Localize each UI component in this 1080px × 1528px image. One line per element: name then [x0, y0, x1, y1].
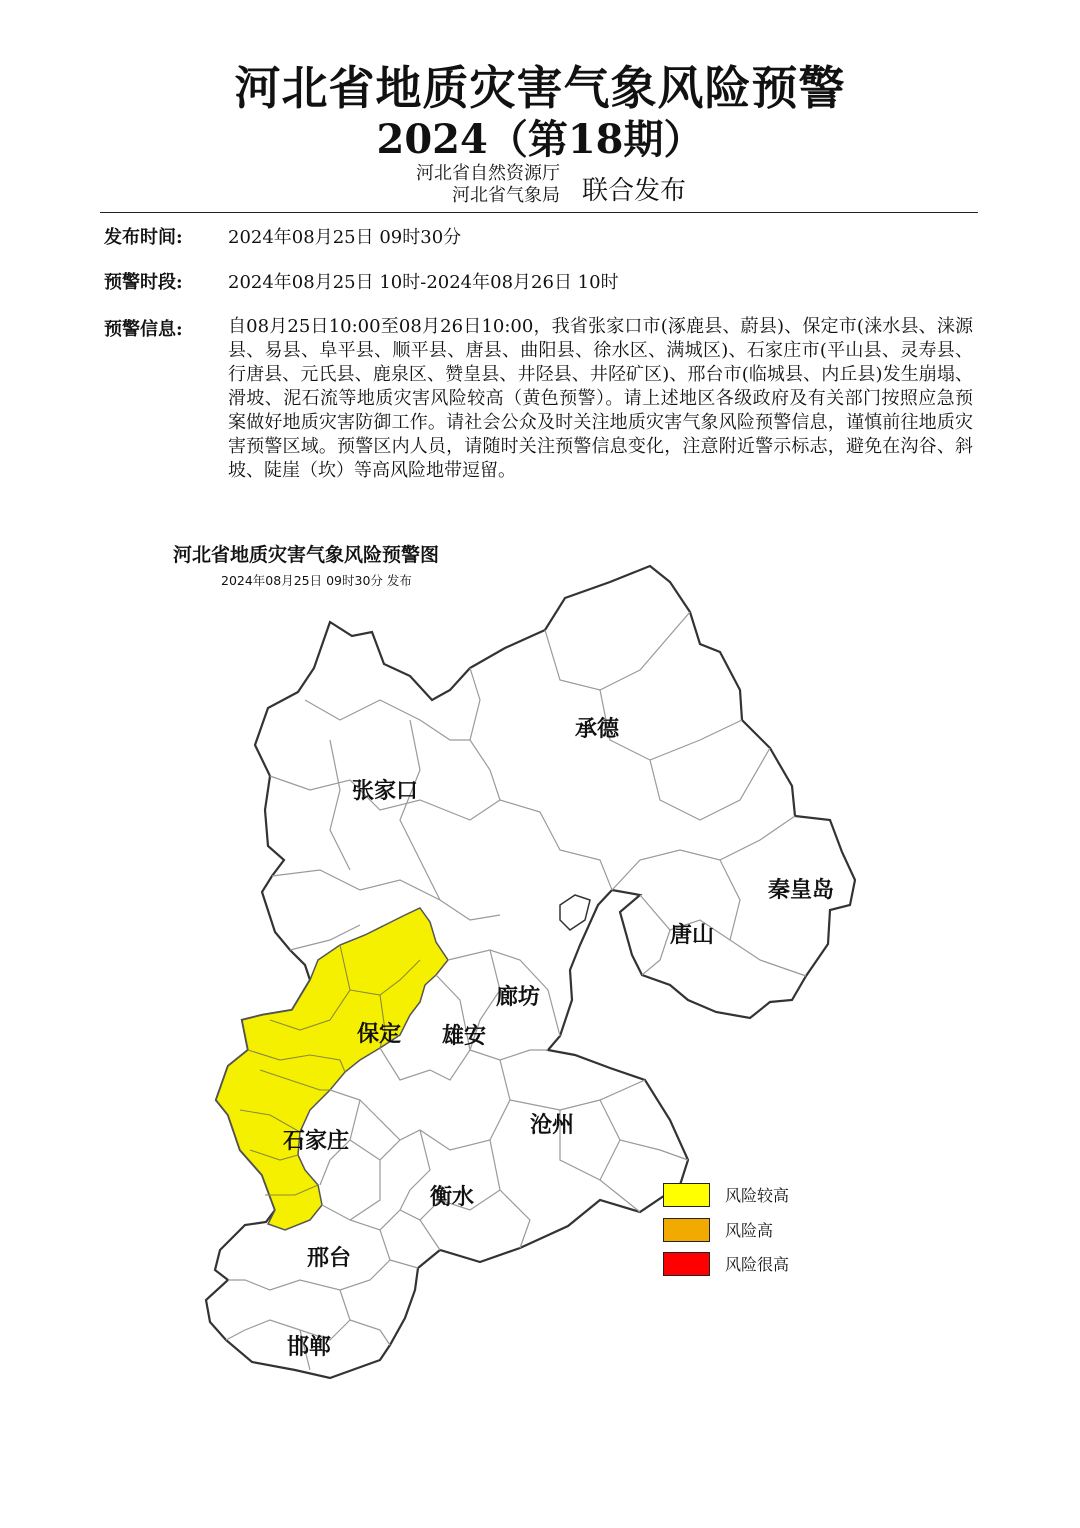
- city-shijiazhuang: 石家庄: [283, 1128, 350, 1154]
- issuer-1: 河北省自然资源厅: [416, 163, 560, 184]
- legend-label-high: 风险高: [725, 1221, 774, 1240]
- warning-info-label: 预警信息:: [104, 319, 183, 340]
- city-chengde: 承德: [575, 716, 620, 742]
- city-cangzhou: 沧州: [530, 1112, 575, 1138]
- legend-swatch-very-high: [663, 1252, 710, 1276]
- issuer-2: 河北省气象局: [452, 185, 560, 206]
- city-tangshan: 唐山: [670, 922, 715, 948]
- legend-label-very-high: 风险很高: [725, 1255, 790, 1274]
- legend-swatch-high: [663, 1218, 710, 1242]
- warning-period-value: 2024年08月25日 10时-2024年08月26日 10时: [228, 272, 619, 293]
- release-time-label: 发布时间:: [104, 227, 183, 248]
- legend-label-higher: 风险较高: [725, 1186, 790, 1205]
- legend-swatch-higher: [663, 1183, 710, 1207]
- city-handan: 邯郸: [287, 1334, 332, 1360]
- map-subtitle: 2024年08月25日 09时30分 发布: [221, 573, 412, 588]
- city-xingtai: 邢台: [307, 1245, 352, 1271]
- joint-release: 联合发布: [582, 176, 687, 206]
- warning-info-text: 自08月25日10:00至08月26日10:00，我省张家口市(涿鹿县、蔚县)、保定市(涞水县、涞源县、易县、阜平县、顺平县、唐县、曲阳县、徐水区、满城区)、石家庄市(平山县、灵寿县、行唐县、元氏县、鹿泉区、赞皇县、井陉县、井陉矿区)、邢台市(临城县、内丘县)发生崩塌、滑坡、泥石流等地质灾害风险较高（黄色预警）。请上述地区各级政府及有关部门按照应急预案做好地质灾害防御工作。请社会公众及时关注地质灾害气象风险预警信息，谨慎前往地质灾害预警区域。预警区内人员，请随时关注预警信息变化，注意附近警示标志，避免在沟谷、斜坡、陡崖（坎）等高风险地带逗留。: [228, 316, 973, 481]
- release-time-value: 2024年08月25日 09时30分: [228, 227, 462, 248]
- city-langfang: 廊坊: [496, 984, 541, 1010]
- city-hengshui: 衡水: [430, 1184, 475, 1210]
- warning-period-label: 预警时段:: [104, 272, 183, 293]
- city-baoding: 保定: [357, 1021, 402, 1047]
- issue-number: 2024（第18期）: [376, 116, 704, 163]
- map-title: 河北省地质灾害气象风险预警图: [173, 544, 440, 566]
- city-xiongan: 雄安: [442, 1023, 487, 1049]
- city-zhangjiakou: 张家口: [352, 778, 419, 804]
- document-title: 河北省地质灾害气象风险预警: [234, 61, 846, 115]
- city-qinhuangdao: 秦皇岛: [768, 877, 835, 903]
